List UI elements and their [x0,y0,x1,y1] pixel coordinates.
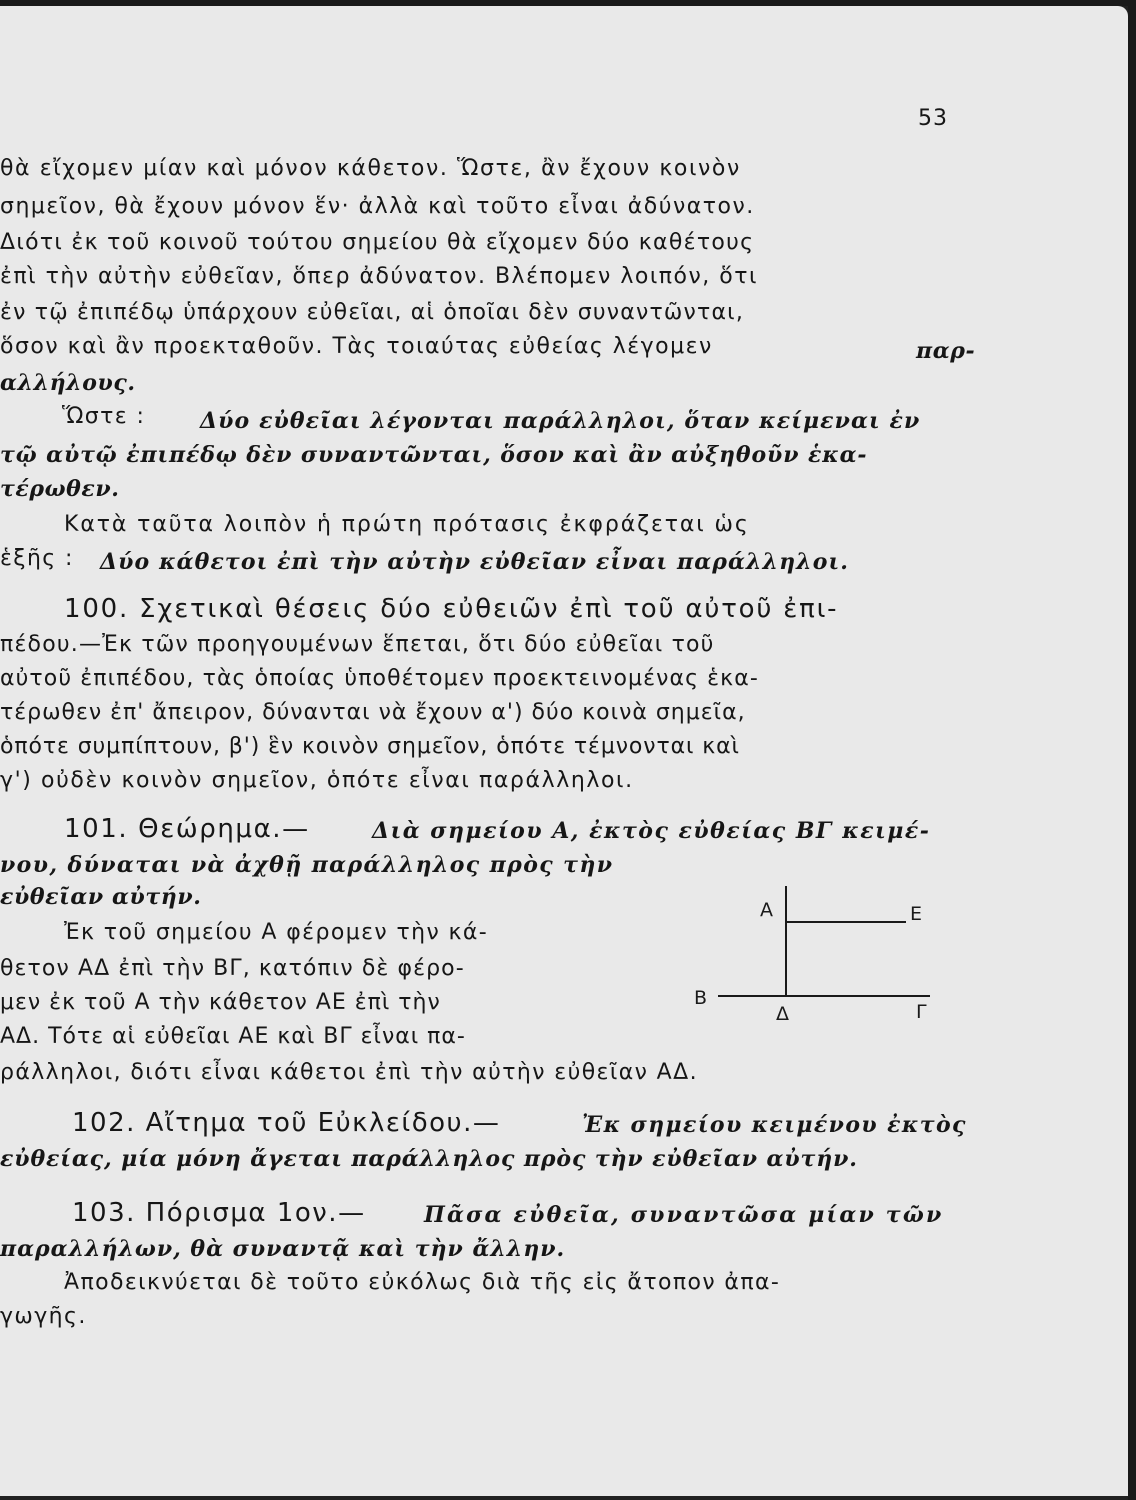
text-line: ὁπότε συμπίπτουν, β') ἓν κοινὸν σημεῖον, ὁπότε τέμνονται καὶ [0,734,740,759]
point-label-G: Γ [916,1001,927,1023]
point-label-A: Α [760,899,773,921]
axiom-text: εὐθείας, μία μόνη ἄγεται παράλληλος πρὸς τὴν εὐθεῖαν αὐτήν. [0,1146,858,1172]
theorem-text: Διὰ σημείου Α, ἐκτὸς εὐθείας ΒΓ κειμέ- [372,818,931,844]
point-label-E: Ε [910,903,923,925]
text-line: Κατὰ ταῦτα λοιπὸν ἡ πρώτη πρότασις ἐκφράζεται ὡς [64,512,750,537]
text-line: ἐν τῷ ἐπιπέδῳ ὑπάρχουν εὐθεῖαι, αἱ ὁποῖαι δὲν συναντῶνται, [0,300,745,325]
text-line: θετον ΑΔ ἐπὶ τὴν ΒΓ, κατόπιν δὲ φέρο- [0,956,465,981]
axiom-text: Ἐκ σημείου κειμένου ἐκτὸς [582,1112,967,1138]
book-page [0,6,1128,1496]
page-number: 53 [918,106,948,131]
definition-text: τῷ αὐτῷ ἐπιπέδῳ δὲν συναντῶνται, ὅσον καὶ ἂν αὐξηθοῦν ἑκα- [0,442,868,468]
text-line: αὐτοῦ ἐπιπέδου, τὰς ὁποίας ὑποθέτομεν προεκτεινομένας ἑκα- [0,666,759,691]
section-heading-103: 103. Πόρισμα 1ον.— [72,1198,366,1228]
text-line: μεν ἐκ τοῦ Α τὴν κάθετον ΑΕ ἐπὶ τὴν [0,990,441,1015]
point-label-B: Β [694,987,708,1009]
text-line: γωγῆς. [0,1304,87,1329]
text-line: σημεῖον, θὰ ἔχουν μόνον ἕν· ἀλλὰ καὶ τοῦτο εἶναι ἀδύνατον. [0,194,755,219]
point-label-D: Δ [776,1003,789,1025]
definition-text: τέρωθεν. [0,476,120,502]
text-line: Ἐκ τοῦ σημείου Α φέρομεν τὴν κά- [64,920,489,945]
section-heading-101: 101. Θεώρημα.— [64,814,310,844]
text-line: ἑξῆς : [0,546,74,571]
section-heading-102: 102. Αἴτημα τοῦ Εὐκλείδου.— [72,1108,501,1138]
text-line: ΑΔ. Τότε αἱ εὐθεῖαι ΑΕ καὶ ΒΓ εἶναι πα- [0,1024,466,1049]
text-line: ἐπὶ τὴν αὐτὴν εὐθεῖαν, ὅπερ ἀδύνατον. Βλέπομεν λοιπόν, ὅτι [0,264,758,289]
proposition-text: Δύο κάθετοι ἐπὶ τὴν αὐτὴν εὐθεῖαν εἶναι παράλληλοι. [100,549,849,575]
text-line: ράλληλοι, διότι εἶναι κάθετοι ἐπὶ τὴν αὐτὴν εὐθεῖαν ΑΔ. [0,1060,698,1085]
page-right-edge [1128,0,1136,1500]
theorem-text: νου, δύναται νὰ ἀχθῇ παράλληλος πρὸς τὴν [0,852,614,878]
corollary-text: Πᾶσα εὐθεῖα, συναντῶσα μίαν τῶν [424,1202,944,1228]
corollary-text: παραλλήλων, θὰ συναντᾷ καὶ τὴν ἄλλην. [0,1236,566,1262]
text-line-italic: παρ- [916,338,976,364]
geometry-diagram [690,886,960,1026]
theorem-text: εὐθεῖαν αὐτήν. [0,884,202,910]
text-line: θὰ εἴχομεν μίαν καὶ μόνον κάθετον. Ὥστε, ἂν ἔχουν κοινὸν [0,156,741,181]
section-heading-100: 100. Σχετικαὶ θέσεις δύο εὐθειῶν ἐπὶ τοῦ αὐτοῦ ἐπι- [64,594,839,624]
text-line: τέρωθεν ἐπ' ἄπειρον, δύνανται νὰ ἔχουν α') δύο κοινὰ σημεῖα, [0,700,746,725]
text-line: Διότι ἐκ τοῦ κοινοῦ τούτου σημείου θὰ εἴχομεν δύο καθέτους [0,230,755,255]
text-line: Ὥστε : [62,404,146,429]
text-line: ὅσον καὶ ἂν προεκταθοῦν. Τὰς τοιαύτας εὐθείας λέγομεν [0,334,713,359]
text-line-italic: αλλήλους. [0,370,136,396]
text-line: Ἀποδεικνύεται δὲ τοῦτο εὐκόλως διὰ τῆς εἰς ἄτοπον ἀπα- [64,1270,781,1295]
text-line: γ') οὐδὲν κοινὸν σημεῖον, ὁπότε εἶναι παράλληλοι. [0,768,634,793]
text-line: πέδου.—Ἐκ τῶν προηγουμένων ἕπεται, ὅτι δύο εὐθεῖαι τοῦ [0,632,715,657]
definition-text: Δύο εὐθεῖαι λέγονται παράλληλοι, ὅταν κείμεναι ἐν [200,408,921,434]
